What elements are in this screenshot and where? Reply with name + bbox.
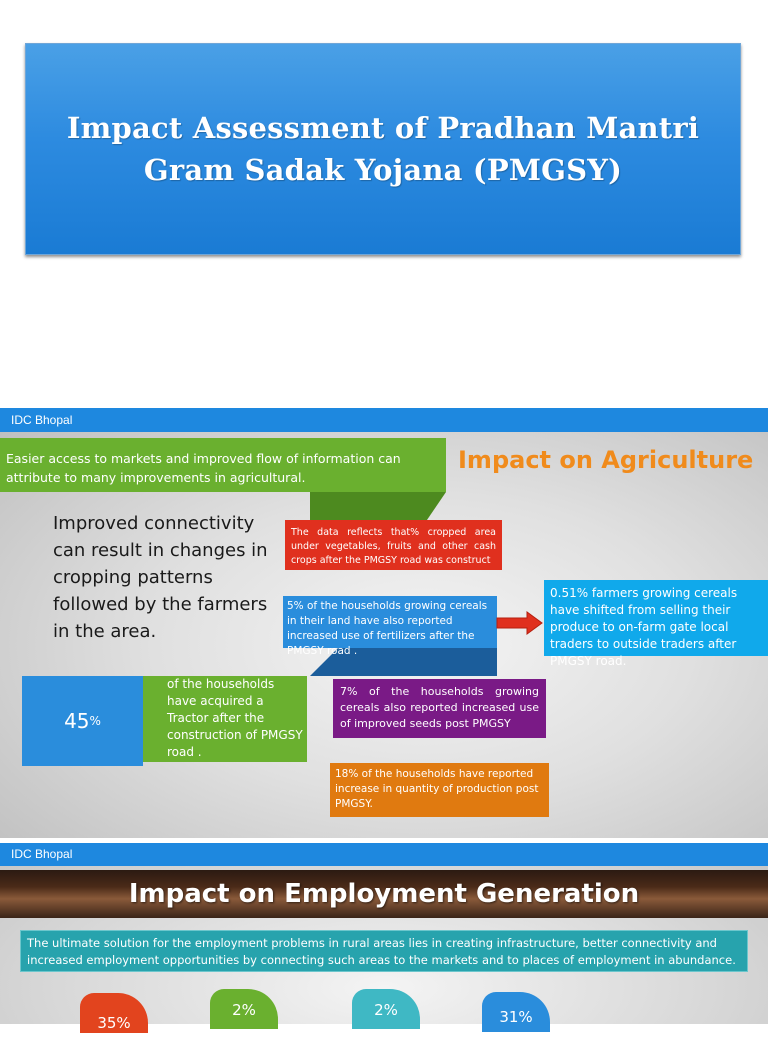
right-arrow-icon xyxy=(497,611,543,635)
employment-banner xyxy=(0,870,768,918)
title-line-1: Impact Assessment of Pradhan Mantri xyxy=(66,111,700,145)
badge-value: 35% xyxy=(97,1014,131,1032)
seeds-box: 7% of the households growing cereals also reported increased use of improved seeds post PMGSY xyxy=(333,679,546,738)
badge-value: 2% xyxy=(374,1001,398,1019)
tractor-stat xyxy=(22,676,143,766)
page-title xyxy=(67,107,699,191)
badge-value: 31% xyxy=(499,1008,533,1026)
stat-unit: % xyxy=(89,714,101,728)
agriculture-slide xyxy=(0,408,768,838)
production-box: 18% of the households have reported increase in quantity of production post PMGSY. xyxy=(330,763,549,817)
section-heading: Impact on Agriculture xyxy=(458,446,754,474)
stat-badge xyxy=(210,989,278,1029)
section-heading: Impact on Employment Generation xyxy=(128,879,640,909)
traders-box: 0.51% farmers growing cereals have shifted from selling their produce to on-farm gate local traders to outside traders after PMGSY road. xyxy=(544,580,768,656)
title-line-2: Gram Sadak Yojana (PMGSY) xyxy=(143,153,623,187)
badge-value: 2% xyxy=(232,1001,256,1019)
stat-badge xyxy=(80,993,148,1033)
stat-badge xyxy=(482,992,550,1032)
slide-header-bar: IDC Bhopal xyxy=(0,408,768,432)
green-ribbon-fold xyxy=(310,492,446,522)
cropped-area-box: The data reflects that% cropped area under vegetables, fruits and other cash crops after the PMGSY road was construct xyxy=(285,520,502,570)
slide-header-bar: IDC Bhopal xyxy=(0,843,768,866)
fertilizer-box: 5% of the households growing cereals in their land have also reported increased use of fertilizers after the PMGSY road . xyxy=(283,596,497,648)
title-panel xyxy=(25,43,741,255)
stat-value: 45 xyxy=(64,709,90,733)
stat-badge xyxy=(352,989,420,1029)
intro-banner: Easier access to markets and improved flow of information can attribute to many improvements in agricultural. xyxy=(0,438,446,492)
tractor-text-box: of the households have acquired a Tractor after the construction of PMGSY road . xyxy=(143,676,307,762)
employment-slide xyxy=(0,843,768,1032)
employment-intro: The ultimate solution for the employment problems in rural areas lies in creating infrastructure, better connectivity and increased employment opportunities by connecting such areas to the markets and to places of employment in abundance. xyxy=(20,930,748,972)
connectivity-text: Improved connectivity can result in changes in cropping patterns followed by the farmers in the area. xyxy=(53,513,268,642)
